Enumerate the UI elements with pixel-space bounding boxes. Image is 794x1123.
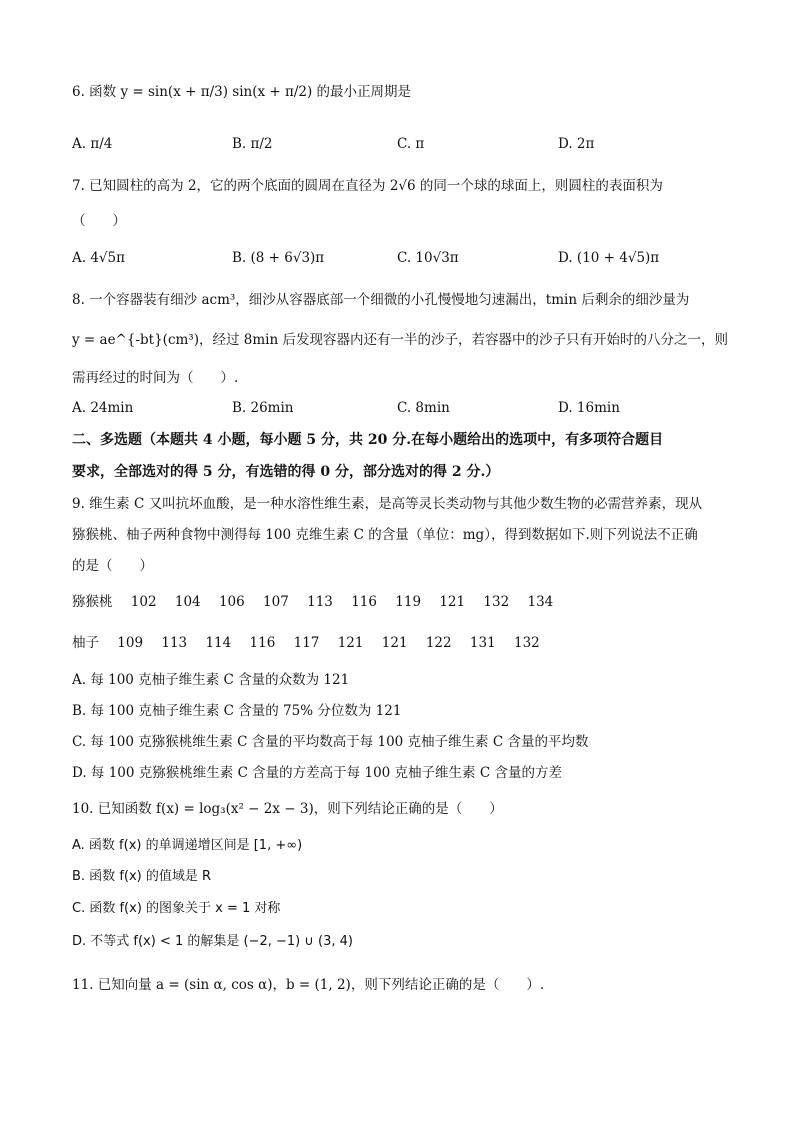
- option-a: A. 4√5π: [72, 250, 125, 266]
- kiwi-value: 119: [395, 594, 422, 610]
- question-6-stem: 6. 函数 y = sin(x + π/3) sin(x + π/2) 的最小正周期是: [72, 84, 412, 100]
- question-9-option-b: B. 每 100 克柚子维生素 C 含量的 75% 分位数为 121: [72, 703, 402, 719]
- question-10-option-c: C. 函数 f(x) 的图象关于 x = 1 对称: [72, 901, 281, 916]
- question-7-stem: 7. 已知圆柱的高为 2，它的两个底面的圆周在直径为 2√6 的同一个球的球面上，则圆柱的表面积为: [72, 178, 663, 194]
- option-a: A. π/4: [72, 136, 113, 152]
- question-11-stem: 11. 已知向量 a = (sin α, cos α)，b = (1, 2)，则下列结论正确的是（ ）.: [72, 977, 545, 993]
- kiwi-value: 132: [483, 594, 510, 610]
- kiwi-value: 107: [263, 594, 289, 610]
- kiwi-value: 134: [527, 594, 554, 610]
- option-c: C. 10√3π: [397, 250, 459, 266]
- option-a: A. 24min: [72, 400, 134, 416]
- kiwi-value: 104: [174, 594, 201, 610]
- option-d: D. 16min: [558, 400, 620, 416]
- pomelo-value: 117: [293, 635, 320, 651]
- question-10-option-a: A. 函数 f(x) 的单调递增区间是 [1, +∞): [72, 838, 303, 853]
- question-9-stem-line-2: 猕猴桃、柚子两种食物中测得每 100 克维生素 C 的含量（单位：mg），得到数据如下.则下列说法不正确: [72, 527, 698, 543]
- question-10-stem: 10. 已知函数 f(x) = log₃(x² − 2x − 3)，则下列结论正确的是（ ）: [72, 801, 503, 817]
- question-10-option-b: B. 函数 f(x) 的值域是 R: [72, 869, 212, 884]
- option-c: C. π: [397, 136, 425, 152]
- pomelo-value: 114: [205, 635, 232, 651]
- pomelo-data-row: [72, 633, 734, 653]
- question-9-option-a: A. 每 100 克柚子维生素 C 含量的众数为 121: [72, 672, 350, 688]
- question-8-stem-line-3: 需再经过的时间为（ ）.: [72, 370, 239, 386]
- question-8-stem-line-1: 8. 一个容器装有细沙 acm³，细沙从容器底部一个细微的小孔慢慢地匀速漏出，tmin 后剩余的细沙量为: [72, 292, 690, 308]
- kiwi-value: 106: [218, 594, 245, 610]
- pomelo-value: 109: [117, 635, 144, 651]
- option-b: B. π/2: [232, 136, 273, 152]
- question-9-option-d: D. 每 100 克猕猴桃维生素 C 含量的方差高于每 100 克柚子维生素 C 含量的方差: [72, 765, 562, 781]
- question-9-option-c: C. 每 100 克猕猴桃维生素 C 含量的平均数高于每 100 克柚子维生素 C 含量的平均数: [72, 734, 589, 750]
- pomelo-value: 131: [469, 635, 496, 651]
- pomelo-value: 121: [337, 635, 364, 651]
- pomelo-value: 132: [514, 635, 540, 651]
- kiwi-value: 121: [439, 594, 466, 610]
- question-9-stem-line-3: 的是（ ）: [72, 558, 153, 574]
- question-9-stem-line-1: 9. 维生素 C 又叫抗坏血酸，是一种水溶性维生素，是高等灵长类动物与其他少数生物的必需营养素，现从: [72, 496, 703, 512]
- pomelo-value: 113: [161, 635, 188, 651]
- option-b: B. 26min: [232, 400, 294, 416]
- kiwi-value: 113: [307, 594, 333, 610]
- option-c: C. 8min: [397, 400, 450, 416]
- section-2-heading-line-2: 要求，全部选对的得 5 分，有选错的得 0 分，部分选对的得 2 分.）: [72, 464, 500, 480]
- kiwi-value: 102: [130, 594, 157, 610]
- question-8-stem-line-2: y = ae^{-bt}(cm³)，经过 8min 后发现容器内还有一半的沙子，若容器中的沙子只有开始时的八分之一，则: [72, 332, 728, 348]
- pomelo-value: 122: [425, 635, 452, 651]
- kiwi-data-row: [72, 592, 734, 612]
- question-10-option-d: D. 不等式 f(x) < 1 的解集是 (−2, −1) ∪ (3, 4): [72, 934, 353, 949]
- option-d: D. 2π: [558, 136, 595, 152]
- section-2-heading-line-1: 二、多选题（本题共 4 小题，每小题 5 分，共 20 分.在每小题给出的选项中，有多项符合题目: [72, 432, 664, 448]
- option-d: D. (10 + 4√5)π: [558, 250, 660, 266]
- option-b: B. (8 + 6√3)π: [232, 250, 325, 266]
- pomelo-label: 柚子: [72, 635, 99, 651]
- kiwi-value: 116: [351, 594, 377, 610]
- pomelo-value: 121: [381, 635, 408, 651]
- pomelo-value: 116: [249, 635, 276, 651]
- kiwi-label: 猕猴桃: [72, 594, 113, 610]
- question-7-blank: （ ）: [72, 213, 126, 229]
